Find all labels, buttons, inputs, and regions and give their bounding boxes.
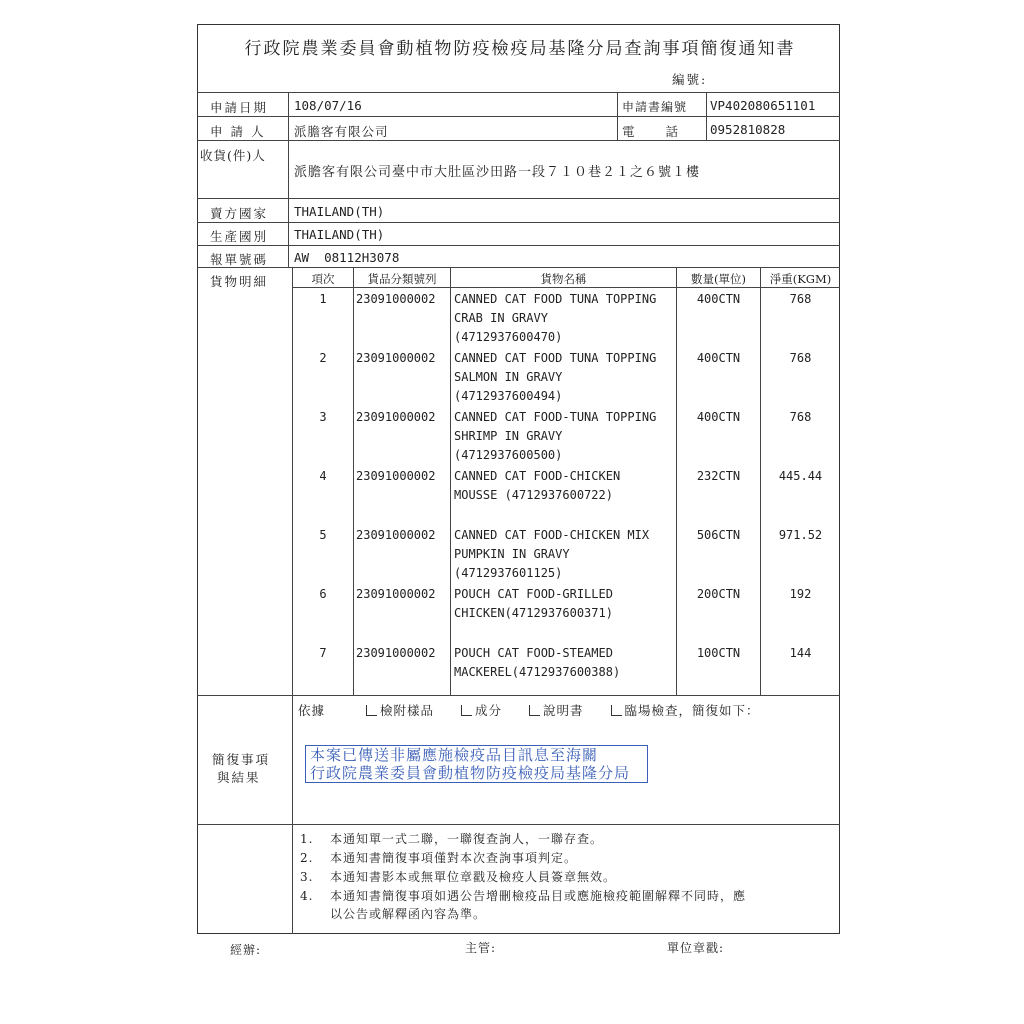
basis-option-ingredients[interactable]: 成分 — [461, 703, 502, 718]
seller-country-value: THAILAND(TH) — [294, 204, 385, 219]
row-weight: 445.44 — [778, 469, 823, 483]
row-code: 23091000002 — [356, 469, 436, 483]
row-code: 23091000002 — [356, 351, 436, 365]
result-stamp — [305, 745, 648, 783]
origin-country-value: THAILAND(TH) — [294, 227, 385, 242]
row-name-line3: (4712937601125) — [454, 566, 563, 580]
basis-option-sample[interactable]: 檢附樣品 — [366, 703, 434, 718]
basis-prefix: 依據 — [298, 703, 326, 718]
row-name-line1: CANNED CAT FOOD-CHICKEN MIX — [454, 528, 650, 542]
reply-label-line1: 簡復事項 — [212, 752, 271, 767]
header-qty: 數量(單位) — [691, 272, 746, 286]
number-label: 編號: — [672, 72, 708, 87]
note-item: 2. 本通知書簡復事項僅對本次查詢事項判定。 — [300, 851, 578, 865]
divider — [197, 695, 840, 696]
divider — [617, 92, 618, 140]
divider — [197, 267, 840, 268]
footer-unit-seal: 單位章戳: — [667, 941, 725, 955]
row-name-line2: PUMPKIN IN GRAVY — [454, 547, 570, 561]
note-item: 4. 本通知書簡復事項如遇公告增刪檢疫品目或應施檢疫範圍解釋不同時，應 — [300, 889, 747, 903]
applicant-label: 申 請 人 — [210, 124, 266, 139]
divider — [197, 222, 840, 223]
app-no-label: 申請書編號 — [622, 100, 688, 114]
reply-label-line2: 與結果 — [217, 770, 261, 785]
row-name-line3: (4712937600500) — [454, 448, 563, 462]
declaration-no-value: AW 08112H3078 — [294, 250, 400, 265]
basis-line — [298, 701, 760, 719]
seller-country-label: 賣方國家 — [210, 206, 269, 221]
row-qty: 100CTN — [696, 646, 741, 660]
row-item: 6 — [319, 587, 327, 601]
divider — [288, 92, 289, 268]
row-weight: 768 — [789, 292, 812, 306]
row-name-line2: SALMON IN GRAVY — [454, 370, 563, 384]
row-qty: 400CTN — [696, 292, 741, 306]
basis-option-onsite[interactable]: 臨場檢查，簡復如下： — [611, 703, 760, 718]
app-no-value: VP402080651101 — [710, 98, 816, 113]
row-weight: 192 — [789, 587, 812, 601]
stamp-line1: 本案已傳送非屬應施檢疫品目訊息至海關 — [310, 746, 599, 764]
row-name-line3: (4712937600494) — [454, 389, 563, 403]
row-code: 23091000002 — [356, 292, 436, 306]
row-item: 3 — [319, 410, 327, 424]
row-weight: 971.52 — [778, 528, 823, 542]
row-qty: 506CTN — [696, 528, 741, 542]
consignee-value: 派膽客有限公司臺中市大肚區沙田路一段７１０巷２１之６號１樓 — [294, 165, 701, 180]
origin-country-label: 生產國別 — [210, 229, 269, 244]
checkbox-icon — [611, 705, 622, 716]
divider — [353, 267, 354, 695]
header-name: 貨物名稱 — [540, 272, 587, 286]
declaration-no-label: 報單號碼 — [210, 252, 269, 267]
row-item: 1 — [319, 292, 327, 306]
header-code: 貨品分類號列 — [367, 272, 437, 286]
row-qty: 200CTN — [696, 587, 741, 601]
row-code: 23091000002 — [356, 528, 436, 542]
note-item: 1. 本通知單一式二聯，一聯復查詢人，一聯存查。 — [300, 832, 604, 846]
checkbox-icon — [529, 705, 540, 716]
row-name-line2: SHRIMP IN GRAVY — [454, 429, 563, 443]
row-weight: 768 — [789, 351, 812, 365]
row-weight: 768 — [789, 410, 812, 424]
row-item: 7 — [319, 646, 327, 660]
applicant-value: 派膽客有限公司 — [294, 124, 389, 139]
row-item: 4 — [319, 469, 327, 483]
divider — [197, 245, 840, 246]
row-name-line2: MOUSSE (4712937600722) — [454, 488, 613, 502]
row-code: 23091000002 — [356, 410, 436, 424]
note-item: 以公告或解釋函內容為準。 — [330, 907, 487, 921]
footer-handler: 經辦: — [230, 943, 262, 957]
checkbox-icon — [461, 705, 472, 716]
row-name-line2: MACKEREL(4712937600388) — [454, 665, 621, 679]
phone-value: 0952810828 — [710, 122, 786, 137]
divider — [450, 267, 451, 695]
goods-label: 貨物明細 — [210, 274, 269, 289]
divider — [197, 198, 840, 199]
row-code: 23091000002 — [356, 587, 436, 601]
consignee-label: 收貨(件)人 — [200, 148, 266, 163]
row-code: 23091000002 — [356, 646, 436, 660]
apply-date-label: 申請日期 — [210, 100, 269, 115]
checkbox-icon — [366, 705, 377, 716]
row-weight: 144 — [789, 646, 812, 660]
row-item: 2 — [319, 351, 327, 365]
row-name-line1: CANNED CAT FOOD TUNA TOPPING — [454, 292, 657, 306]
row-name-line1: CANNED CAT FOOD-TUNA TOPPING — [454, 410, 657, 424]
divider — [292, 287, 840, 288]
row-qty: 232CTN — [696, 469, 741, 483]
divider — [197, 140, 840, 141]
apply-date-value: 108/07/16 — [294, 98, 362, 113]
row-name-line1: CANNED CAT FOOD TUNA TOPPING — [454, 351, 657, 365]
stamp-line2: 行政院農業委員會動植物防疫檢疫局基隆分局 — [310, 764, 631, 782]
divider — [197, 824, 840, 825]
row-name-line3: (4712937600470) — [454, 330, 563, 344]
row-qty: 400CTN — [696, 410, 741, 424]
row-name-line1: POUCH CAT FOOD-GRILLED — [454, 587, 613, 601]
divider — [706, 92, 707, 140]
note-item: 3. 本通知書影本或無單位章戳及檢疫人員簽章無效。 — [300, 870, 617, 884]
phone-label: 電 話 — [622, 124, 681, 139]
row-qty: 400CTN — [696, 351, 741, 365]
footer-supervisor: 主管: — [465, 941, 497, 955]
row-name-line1: CANNED CAT FOOD-CHICKEN — [454, 469, 621, 483]
basis-option-manual[interactable]: 說明書 — [529, 703, 584, 718]
row-item: 5 — [319, 528, 327, 542]
row-name-line2: CHICKEN(4712937600371) — [454, 606, 613, 620]
page-title: 行政院農業委員會動植物防疫檢疫局基隆分局查詢事項簡復通知書 — [244, 39, 796, 59]
divider — [197, 116, 840, 117]
divider — [197, 92, 840, 93]
header-weight: 淨重(KGM) — [769, 272, 832, 286]
header-item: 項次 — [311, 272, 335, 286]
row-name-line2: CRAB IN GRAVY — [454, 311, 548, 325]
row-name-line1: POUCH CAT FOOD-STEAMED — [454, 646, 613, 660]
